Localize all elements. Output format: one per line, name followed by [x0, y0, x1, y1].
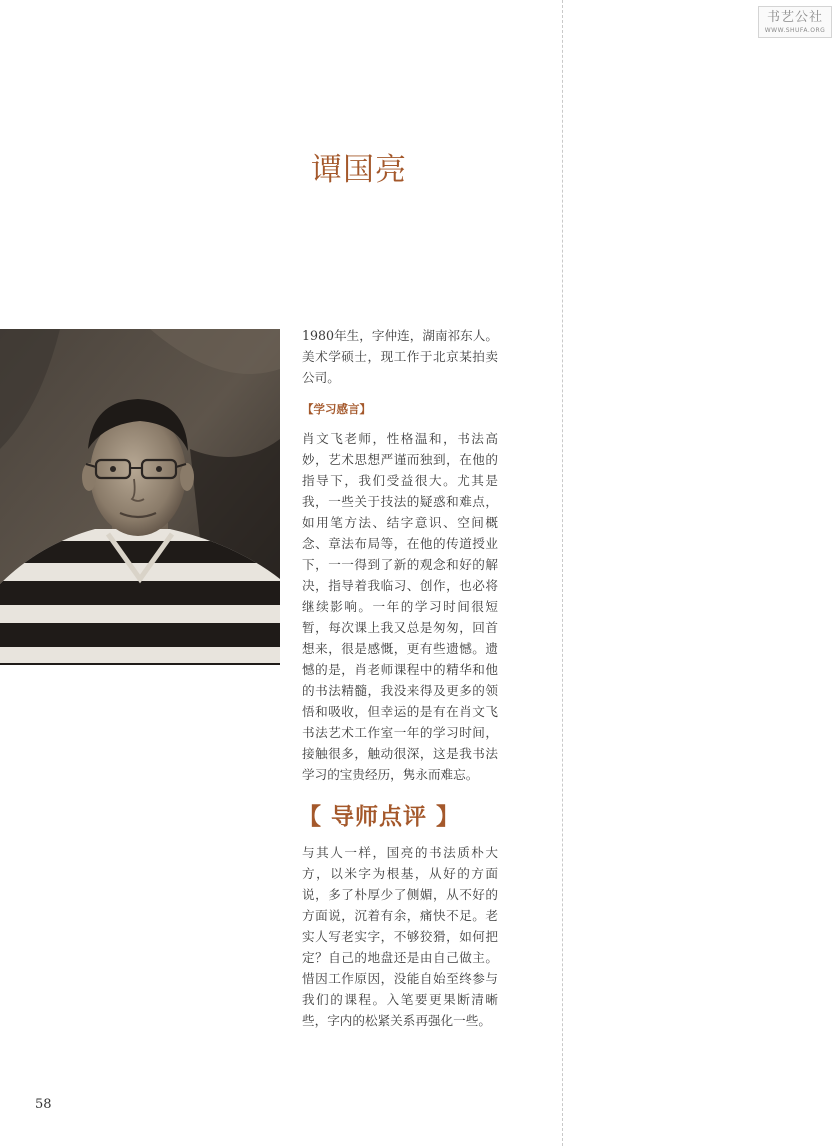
page-divider [562, 0, 563, 1146]
study-heading: 【学习感言】 [302, 402, 371, 416]
study-text: 肖文飞老师，性格温和，书法高妙，艺术思想严谨而独到，在他的指导下，我们受益很大。尤其是我，一些关于技法的疑惑和难点，如用笔方法、结字意识、空间概念、章法布局等，在他的传道授业下，一一得到了新的观念和好的解决，指导着我临习、创作，也必将继续影响。一年的学习时间很短暂，每次课上我又总是匆匆，回首想来，很是感慨，更有些遗憾。遗憾的是，肖老师课程中的精华和他的书法精髓，我没来得及更多的领悟和吸收，但幸运的是有在肖文飞书法艺术工作室一年的学习时间，接触很多，触动很深，这是我书法学习的宝贵经历，隽永而难忘。 [302, 431, 498, 782]
logo-cn-text: 书艺公社 [766, 10, 823, 25]
artist-bio: 1980年生，字仲连，湖南祁东人。美术学硕士，现工作于北京某拍卖公司。 [302, 328, 498, 385]
page-number: 58 [35, 1097, 52, 1112]
artist-name: 谭国亮 [311, 152, 407, 188]
artist-photo [0, 329, 280, 665]
mentor-heading: 【 导师点评 】 [298, 804, 461, 830]
site-logo[interactable] [758, 6, 832, 38]
portrait-image [0, 329, 280, 665]
logo-en-text: WWW.SHUFA.ORG [764, 27, 826, 34]
mentor-text: 与其人一样，国亮的书法质朴大方，以米字为根基，从好的方面说，多了朴厚少了侧媚，从不好的方面说，沉着有余，痛快不足。老实人写老实字，不够狡猾，如何把定？自己的地盘还是由自己做主。惜因工作原因，没能自始至终参与我们的课程。入笔要更果断清晰些，字内的松紧关系再强化一些。 [302, 845, 498, 1028]
